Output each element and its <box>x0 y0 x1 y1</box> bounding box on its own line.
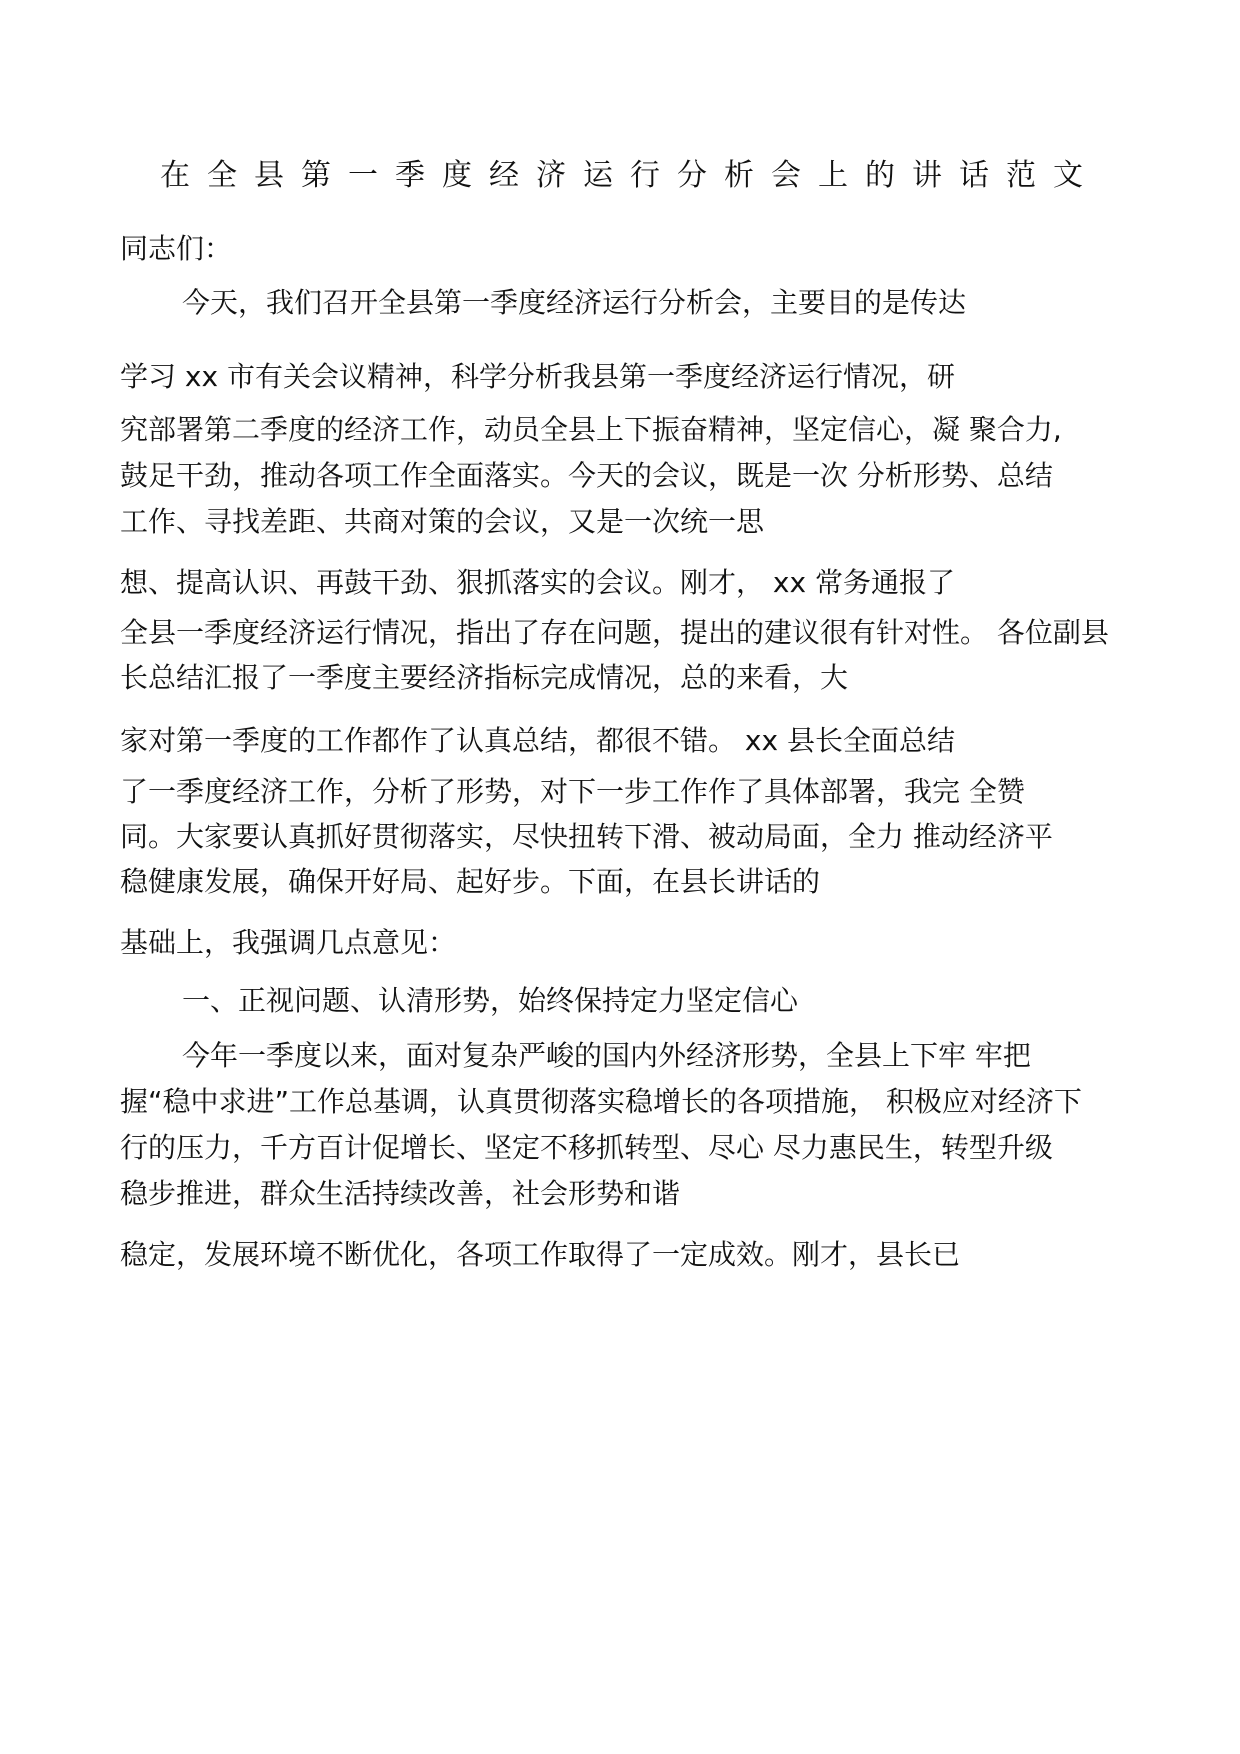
document-title: 在全县第一季度经济运行分析会上的讲话范文 <box>160 158 1100 193</box>
text-line: 究部署第二季度的经济工作，动员全县上下振奋精神，坚定信心，凝 聚合力, <box>120 413 1062 446</box>
text-line: 行的压力，千方百计促增长、坚定不移抓转型、尽心 尽力惠民生，转型升级 <box>120 1131 1053 1164</box>
text-line: 基础上，我强调几点意见： <box>120 926 457 959</box>
text-line: 家对第一季度的工作都作了认真总结，都很不错。 xx 县长全面总结 <box>120 724 955 757</box>
text-line: 同。大家要认真抓好贯彻落实，尽快扭转下滑、被动局面，全力 推动经济平 <box>120 820 1053 853</box>
text-line: 稳健康发展，确保开好局、起好步。下面，在县长讲话的 <box>120 865 821 898</box>
text-line: 鼓足干劲，推动各项工作全面落实。今天的会议，既是一次 分析形势、总结 <box>120 459 1053 492</box>
text-line: 握“稳中求进”工作总基调，认真贯彻落实稳增长的各项措施， 积极应对经济下 <box>120 1085 1082 1118</box>
text-line: 今年一季度以来，面对复杂严峻的国内外经济形势，全县上下牢 牢把 <box>182 1039 1031 1072</box>
text-line: 想、提高认识、再鼓干劲、狠抓落实的会议。刚才， xx 常务通报了 <box>120 566 955 599</box>
text-line: 全县一季度经济运行情况，指出了存在问题，提出的建议很有针对性。 各位副县 <box>120 616 1109 649</box>
text-line: 今天，我们召开全县第一季度经济运行分析会，主要目的是传达 <box>182 286 967 319</box>
text-line: 了一季度经济工作，分析了形势，对下一步工作作了具体部署，我完 全赞 <box>120 775 1025 808</box>
text-line: 同志们： <box>120 232 233 265</box>
text-line: 稳定，发展环境不断优化，各项工作取得了一定成效。刚才，县长已 <box>120 1238 961 1271</box>
text-line: 工作、寻找差距、共商对策的会议，又是一次统一思 <box>120 505 765 538</box>
section-heading: 一、正视问题、认清形势，始终保持定力坚定信心 <box>182 984 799 1017</box>
text-line: 长总结汇报了一季度主要经济指标完成情况，总的来看，大 <box>120 661 849 694</box>
text-line: 学习 xx 市有关会议精神，科学分析我县第一季度经济运行情况，研 <box>120 360 955 393</box>
text-line: 稳步推进，群众生活持续改善，社会形势和谐 <box>120 1177 681 1210</box>
